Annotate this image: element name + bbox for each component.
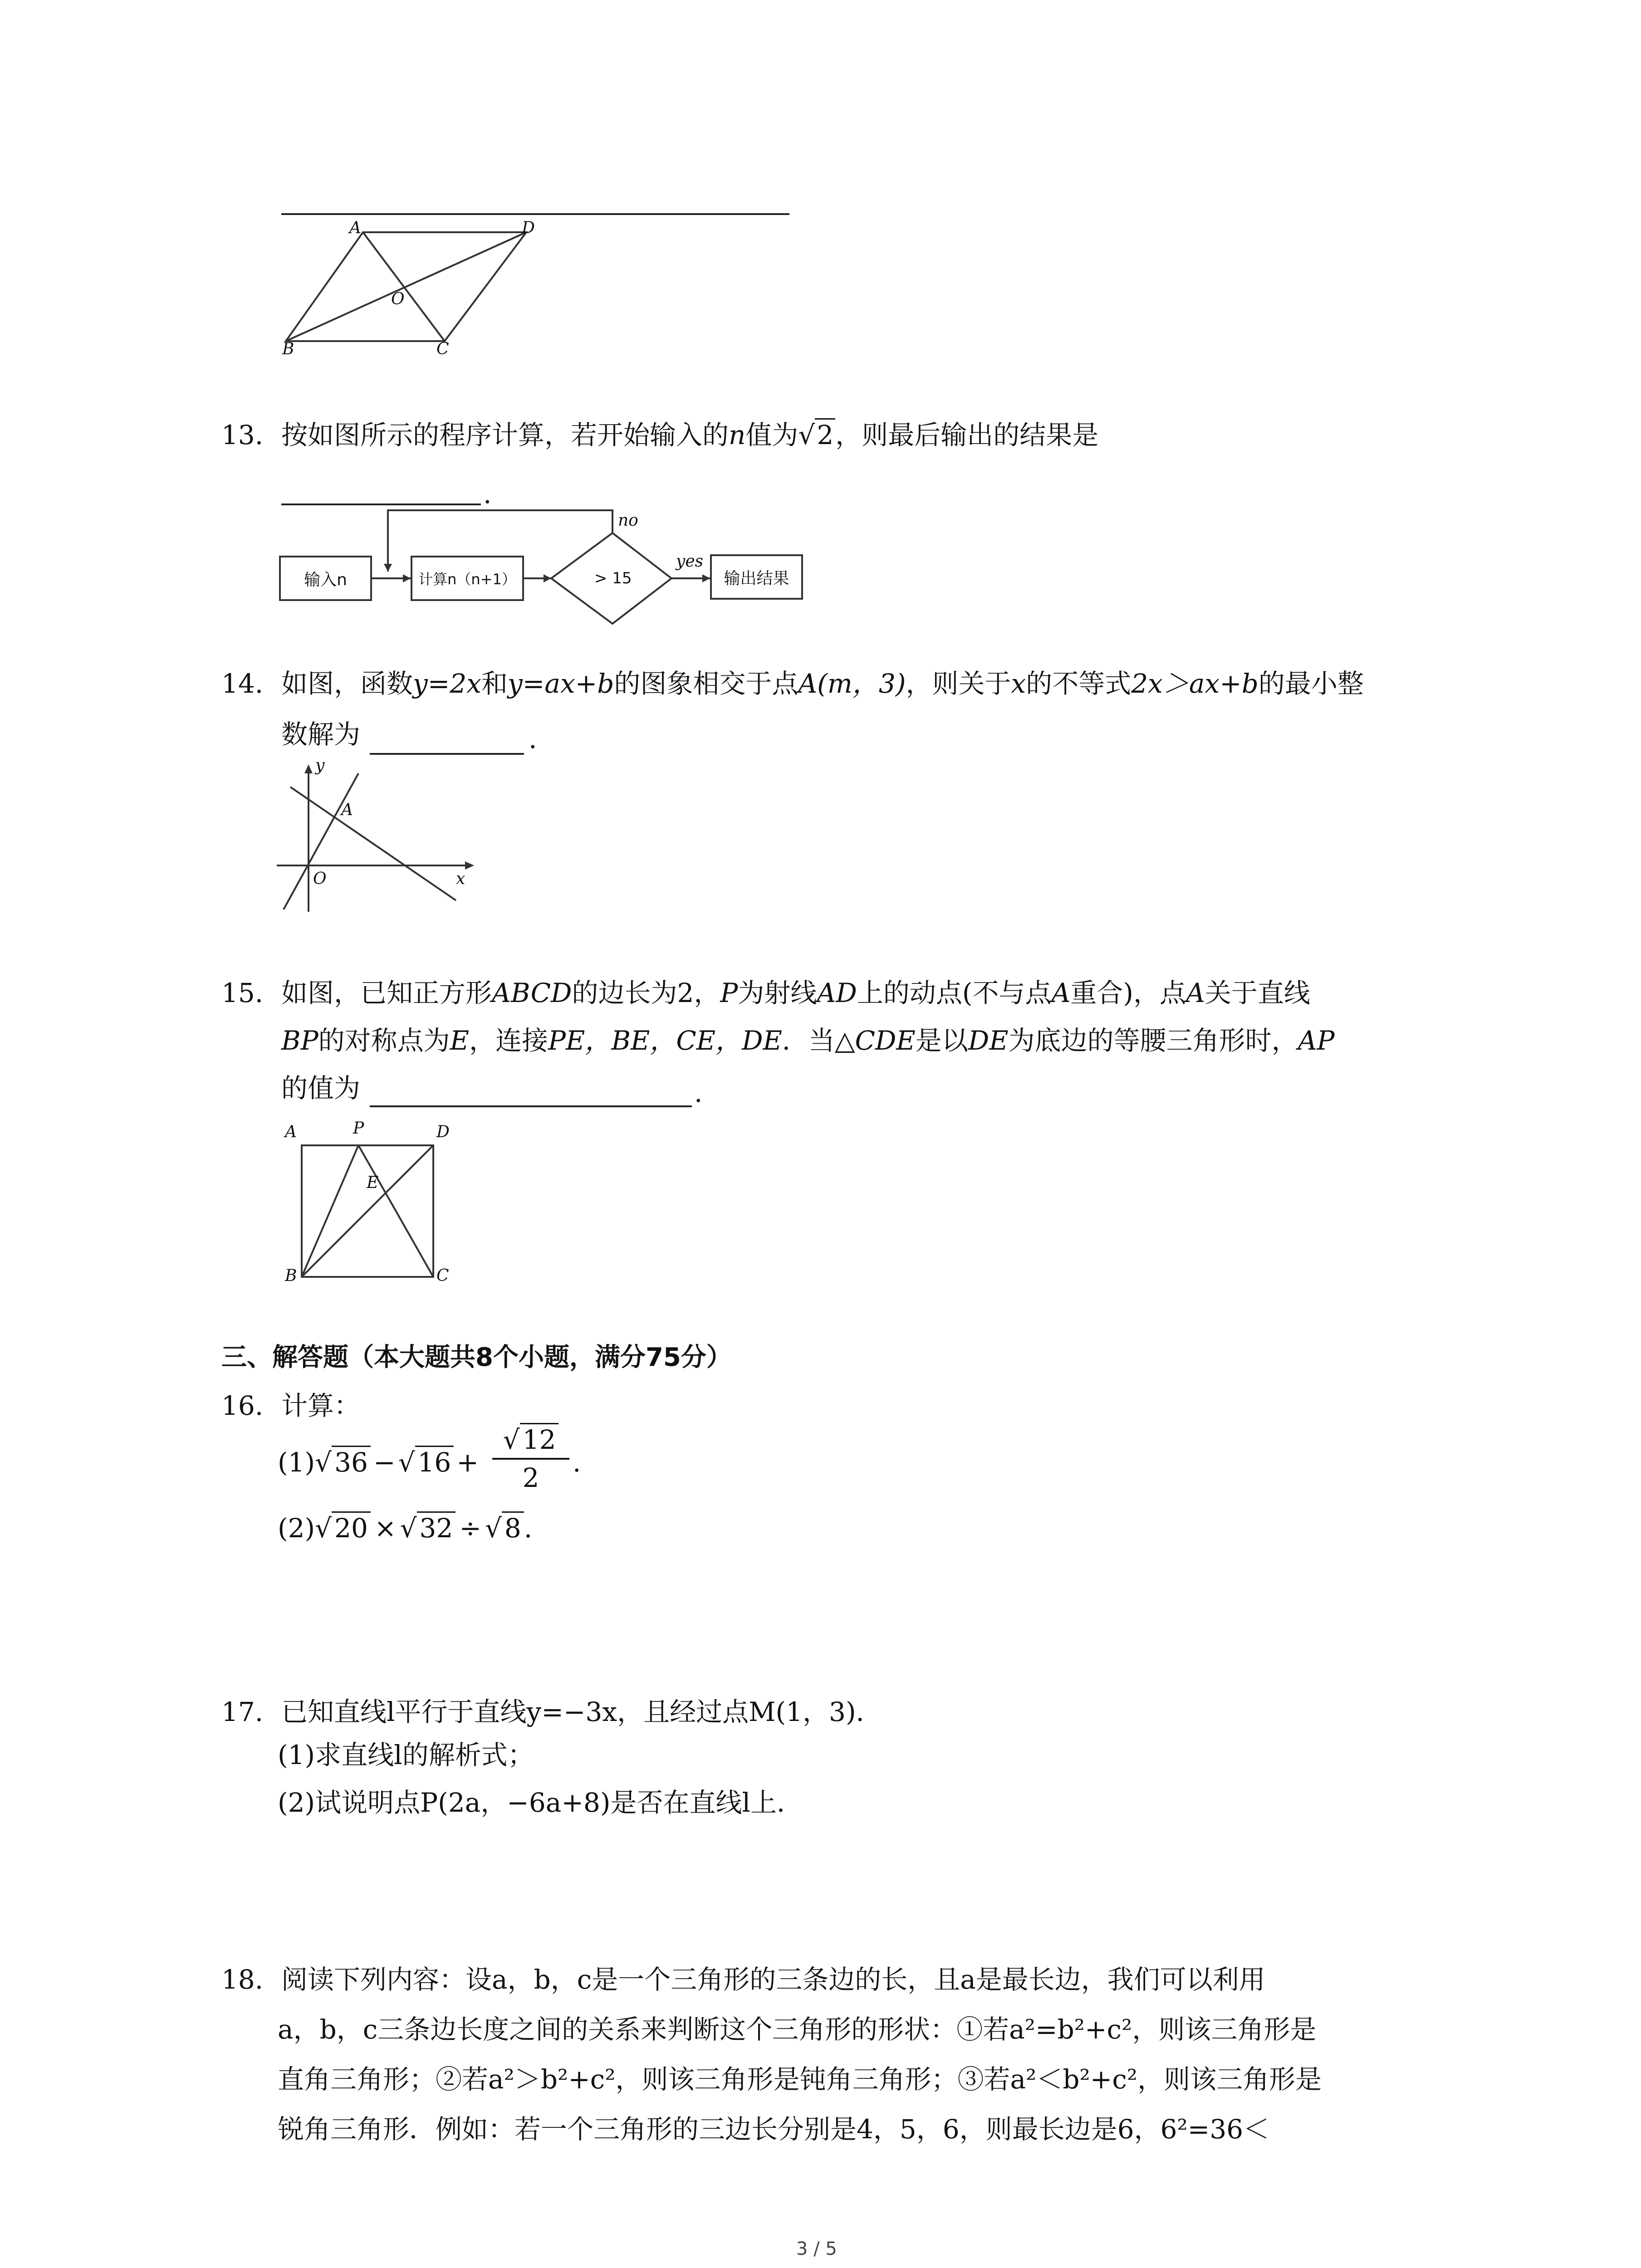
q18-line1: 阅读下列内容：设a，b，c是一个三角形的三条边的长，且a是最长边，我们可以利用 <box>281 1964 1265 1995</box>
fig12-label-a: A <box>349 219 361 237</box>
q17-line2: (1)求直线l的解析式； <box>278 1740 534 1770</box>
q17-line3: (2)试说明点P(2a，−6a+8)是否在直线l上． <box>278 1787 803 1818</box>
q15-line3: 的值为 <box>281 1073 361 1104</box>
q15-label-d: D <box>436 1123 450 1141</box>
q15-line1: 如图，已知正方形ABCD的边长为2，P为射线AD上的动点(不与点A重合)，点A关于直线 <box>281 978 1310 1008</box>
q15-number: 15. <box>221 978 264 1008</box>
q14-number: 14. <box>221 668 264 699</box>
q13-text: 按如图所示的程序计算，若开始输入的n值为√2，则最后输出的结果是 <box>281 422 1098 448</box>
fig12-label-d: D <box>522 219 535 237</box>
fig12-label-b: B <box>282 340 294 358</box>
page-number: 3 / 5 <box>796 2239 837 2259</box>
q14-label-o: O <box>313 870 327 888</box>
q13-flow-no: no <box>618 511 638 530</box>
q15-label-p: P <box>353 1119 364 1138</box>
fig12-label-c: C <box>436 340 449 358</box>
q18-line3: 直角三角形；②若a²＞b²+c²，则该三角形是钝角三角形；③若a²＜b²+c²，则该三角形是 <box>278 2064 1322 2095</box>
q14-period: . <box>529 723 537 754</box>
q14-label-a: A <box>341 801 353 819</box>
q16-part2: (2)√ 20 × √ 32 ÷ √ 8 . <box>278 1515 532 1541</box>
q14-label-x: x <box>456 870 465 888</box>
q13-number: 13. <box>221 420 264 450</box>
section3-title: 三、解答题（本大题共8个小题，满分75分） <box>221 1343 732 1372</box>
q16-number: 16. <box>221 1390 264 1421</box>
q16-part1: (1)√ 36 − √ 16 + <box>278 1449 481 1476</box>
q16-text: 计算： <box>281 1390 361 1421</box>
q15-label-c: C <box>436 1266 449 1285</box>
q13-flow-yes: yes <box>676 552 704 571</box>
q13-flow-input-box: 输入n <box>279 556 372 601</box>
q18-line4: 锐角三角形．例如：若一个三角形的三边长分别是4，5，6，则最长边是6，6²=36＜ <box>278 2114 1270 2145</box>
q18-line2: a，b，c三条边长度之间的关系来判断这个三角形的形状：①若a²=b²+c²，则该三角形是 <box>278 2014 1317 2045</box>
q16-part1-end: . <box>573 1447 581 1478</box>
q17-line1: 已知直线l平行于直线y=−3x，且经过点M(1，3)． <box>281 1696 882 1727</box>
q14-line2: 数解为 <box>281 719 361 750</box>
q18-number: 18. <box>221 1964 264 1995</box>
fig12-label-o: O <box>391 290 405 308</box>
q15-label-b: B <box>285 1266 297 1285</box>
q16-part1-fraction: √ 12 2 <box>492 1424 569 1493</box>
q15-label-e: E <box>367 1173 379 1192</box>
q13-flow-condition: > 15 <box>594 569 632 587</box>
q15-period: . <box>694 1077 703 1108</box>
q15-label-a: A <box>285 1123 297 1141</box>
q14-label-y: y <box>315 756 325 775</box>
q15-line2: BP的对称点为E，连接PE，BE，CE，DE．当△CDE是以DE为底边的等腰三角形时，AP <box>281 1025 1335 1056</box>
q13-flow-compute-box: 计算n（n+1） <box>411 556 524 601</box>
q14-line1: 如图，函数y=2x和y=ax+b的图象相交于点A(m，3)，则关于x的不等式2x＞ax+b的最小整 <box>281 668 1364 699</box>
sqrt-2: √2 <box>798 420 835 450</box>
q17-number: 17. <box>221 1696 264 1727</box>
q13-flow-output-box: 输出结果 <box>710 554 803 600</box>
q13-period: . <box>483 479 492 509</box>
